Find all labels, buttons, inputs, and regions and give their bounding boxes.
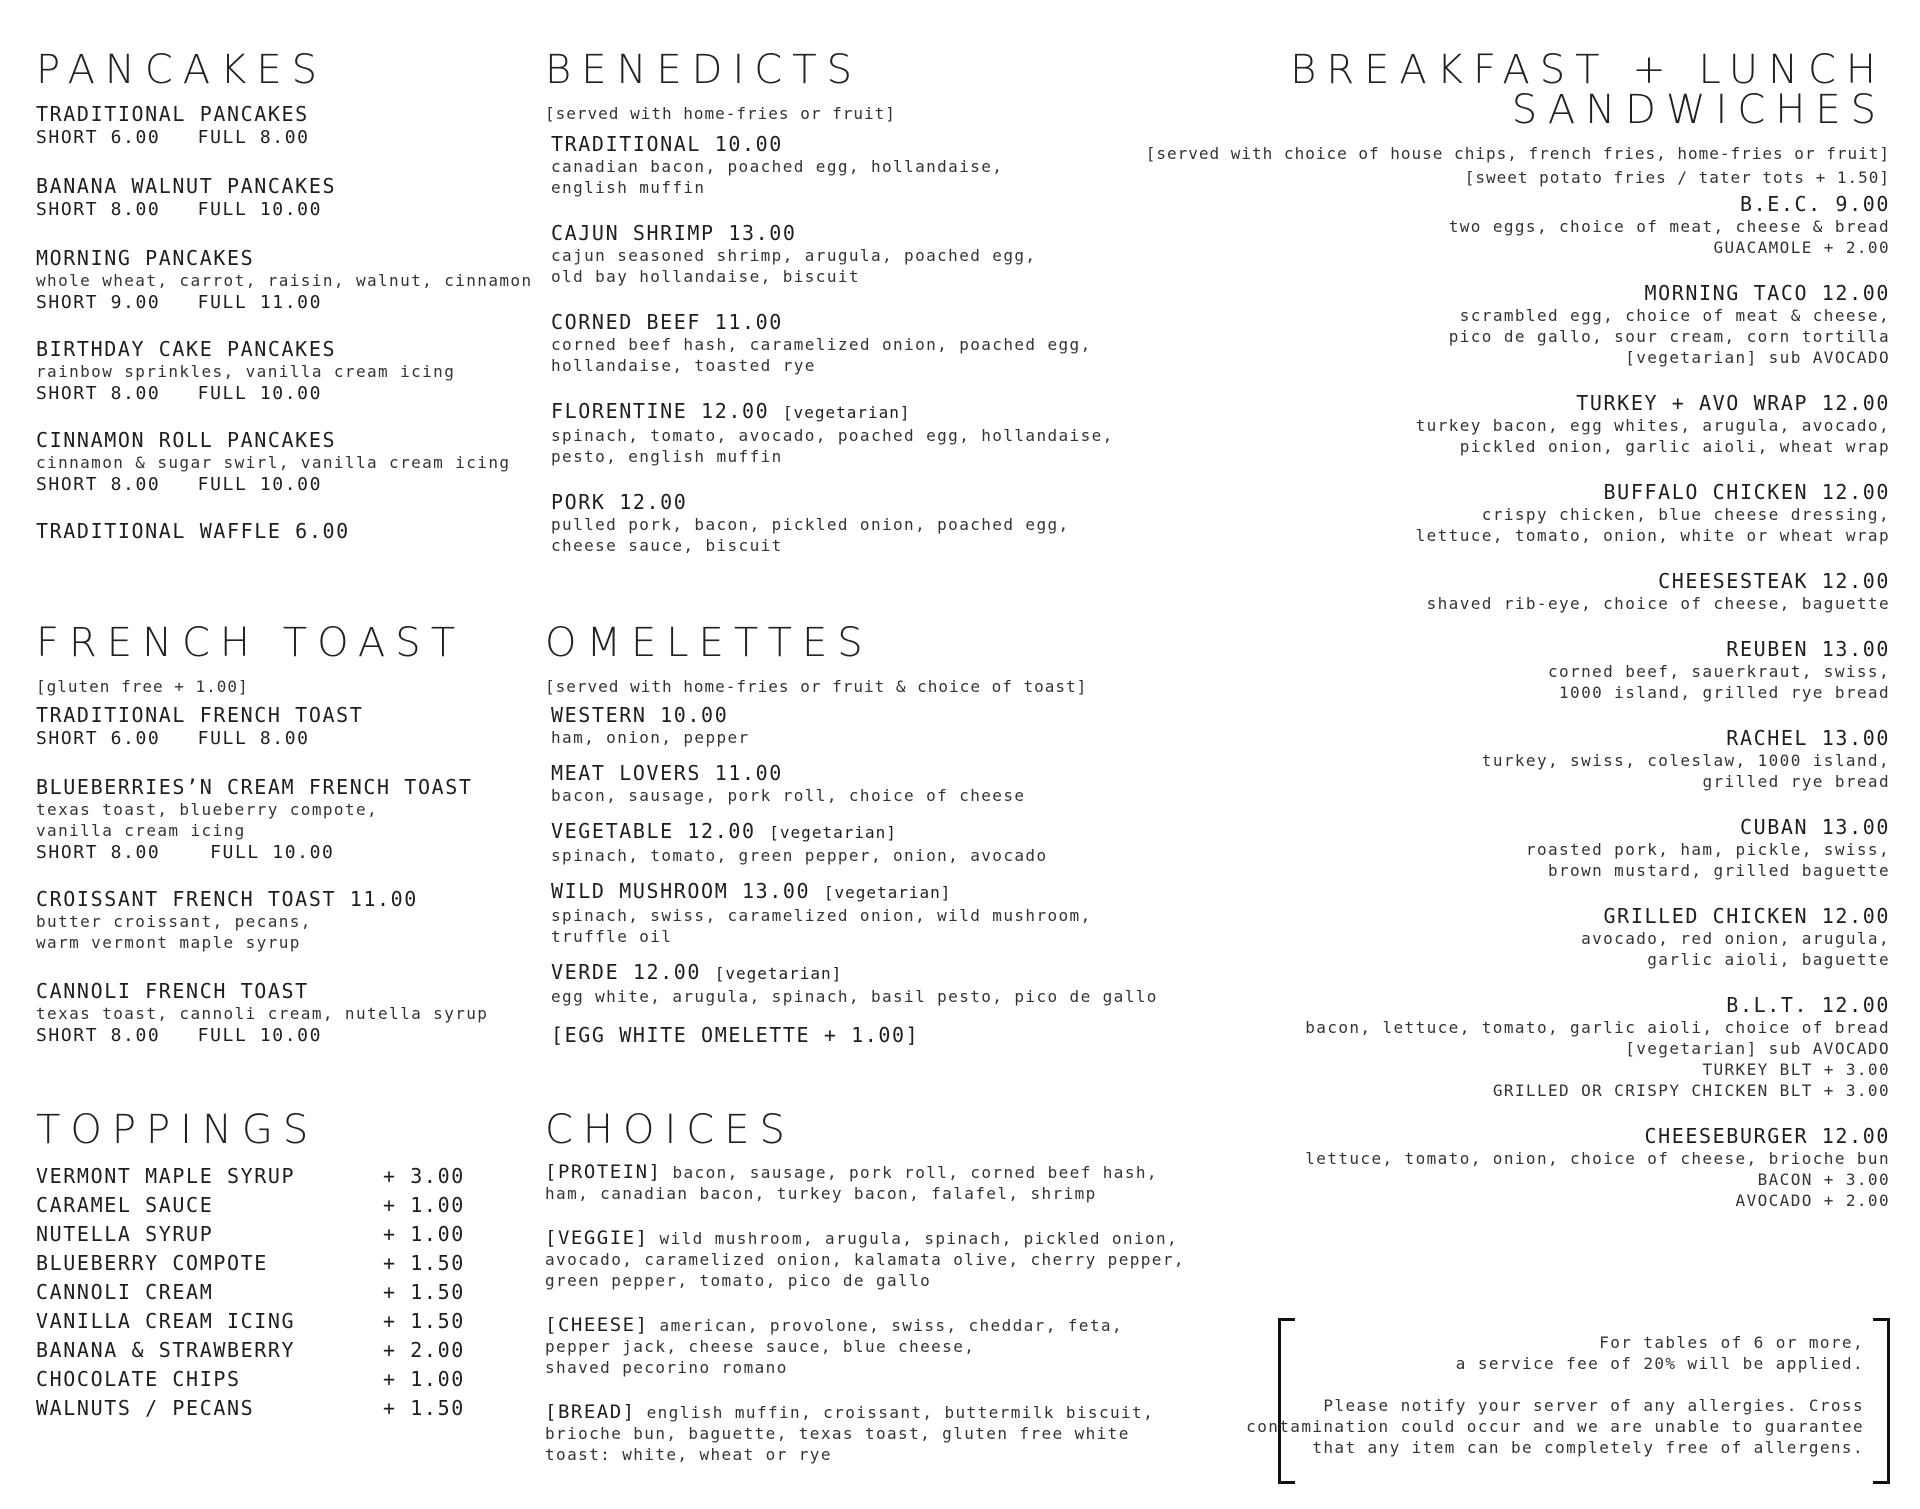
menu-item	[990, 1124, 1890, 1211]
item-description: spinach, tomato, green pepper, onion, avocado	[551, 846, 1048, 865]
topping-price: + 2.00	[383, 1338, 465, 1362]
section-note: [served with home-fries or fruit & choice of toast]	[545, 677, 1088, 696]
topping-row	[36, 1162, 516, 1191]
menu-item	[990, 637, 1890, 703]
choice-first-line: wild mushroom, arugula, spinach, pickled onion,	[648, 1229, 1179, 1248]
choice-first-line: english muffin, croissant, buttermilk biscuit,	[635, 1403, 1155, 1422]
item-name: CORNED BEEF 11.00	[551, 310, 783, 334]
choice-key: [CHEESE]	[545, 1314, 649, 1336]
item-prices: SHORT 8.00 FULL 10.00	[36, 474, 323, 495]
item-name: PORK 12.00	[551, 490, 688, 514]
menu-item	[990, 726, 1890, 792]
item-description: lettuce, tomato, onion, choice of cheese, brioche bun BACON + 3.00 AVOCADO + 2.00	[1305, 1149, 1890, 1210]
vegetarian-tag: [vegetarian]	[782, 403, 911, 422]
topping-row	[36, 1191, 516, 1220]
item-prices: SHORT 9.00 FULL 11.00	[36, 292, 323, 313]
vegetarian-tag: [vegetarian]	[823, 883, 952, 902]
item-description: ham, onion, pepper	[551, 728, 750, 747]
topping-price: + 3.00	[383, 1164, 465, 1188]
item-description: corned beef, sauerkraut, swiss, 1000 island, grilled rye bread	[1547, 662, 1890, 702]
section-title: OMELETTES	[545, 620, 873, 666]
item-description: two eggs, choice of meat, cheese & bread GUACAMOLE + 2.00	[1448, 217, 1890, 257]
item-name: MORNING PANCAKES	[36, 246, 255, 270]
menu-item	[36, 519, 516, 543]
topping-row	[36, 1249, 516, 1278]
choice-first-line: american, provolone, swiss, cheddar, feta,	[648, 1316, 1123, 1335]
section-title-line2: SANDWICHES	[1511, 87, 1886, 133]
toppings-section	[36, 1107, 516, 1423]
item-name: WESTERN 10.00	[551, 703, 729, 727]
item-description: shaved rib-eye, choice of cheese, baguette	[1426, 594, 1890, 613]
section-note: [sweet potato fries / tater tots + 1.50]	[1464, 168, 1890, 187]
item-prices: SHORT 8.00 FULL 10.00	[36, 199, 323, 220]
item-prices: SHORT 8.00 FULL 10.00	[36, 842, 335, 863]
section-note: [served with choice of house chips, french fries, home-fries or fruit]	[1145, 144, 1890, 163]
topping-price: + 1.00	[383, 1193, 465, 1217]
item-description: avocado, red onion, arugula, garlic aioli, baguette	[1581, 929, 1890, 969]
topping-name: NUTELLA SYRUP	[36, 1222, 214, 1246]
choice-rest: pepper jack, cheese sauce, blue cheese, shaved pecorino romano	[545, 1337, 976, 1377]
topping-name: CHOCOLATE CHIPS	[36, 1367, 241, 1391]
item-description: butter croissant, pecans, warm vermont maple syrup	[36, 912, 312, 952]
item-name: CAJUN SHRIMP 13.00	[551, 221, 797, 245]
choice-rest: ham, canadian bacon, turkey bacon, falafel, shrimp	[545, 1184, 1097, 1203]
item-description: scrambled egg, choice of meat & cheese, pico de gallo, sour cream, corn tortilla [vegetarian] sub AVOCADO	[1448, 306, 1890, 367]
item-description: corned beef hash, caramelized onion, poached egg, hollandaise, toasted rye	[551, 335, 1092, 375]
item-name: B.L.T. 12.00	[1726, 993, 1890, 1017]
menu-item	[990, 993, 1890, 1101]
right-bracket	[1873, 1318, 1890, 1484]
choice-first-line: bacon, sausage, pork roll, corned beef hash,	[661, 1163, 1158, 1182]
item-name: BUFFALO CHICKEN 12.00	[1603, 480, 1890, 504]
item-prices: SHORT 8.00 FULL 10.00	[36, 1025, 323, 1046]
topping-name: BANANA & STRAWBERRY	[36, 1338, 296, 1362]
item-name: CHEESEBURGER 12.00	[1644, 1124, 1890, 1148]
topping-name: CARAMEL SAUCE	[36, 1193, 214, 1217]
item-name: CINNAMON ROLL PANCAKES	[36, 428, 337, 452]
item-prices: SHORT 8.00 FULL 10.00	[36, 383, 323, 404]
item-name: TRADITIONAL FRENCH TOAST	[36, 703, 364, 727]
topping-row	[36, 1278, 516, 1307]
section-note: [served with home-fries or fruit]	[545, 104, 896, 123]
menu-item	[36, 703, 516, 751]
item-name: BIRTHDAY CAKE PANCAKES	[36, 337, 337, 361]
item-name: TRADITIONAL 10.00	[551, 132, 783, 156]
item-description: rainbow sprinkles, vanilla cream icing	[36, 362, 456, 381]
menu-item	[36, 775, 516, 865]
item-name: MEAT LOVERS 11.00	[551, 761, 783, 785]
topping-name: WALNUTS / PECANS	[36, 1396, 255, 1420]
topping-price: + 1.50	[383, 1280, 465, 1304]
vegetarian-tag: [vegetarian]	[714, 964, 843, 983]
topping-price: + 1.50	[383, 1396, 465, 1420]
notice-text: For tables of 6 or more, a service fee of 20% will be applied. Please notify your server of any allergies. Cross contamination could occur and we are unable to guarantee that any item can be completely free of allergens.	[1246, 1333, 1864, 1457]
item-description: spinach, swiss, caramelized onion, wild mushroom, truffle oil	[551, 906, 1092, 946]
notice-box	[1246, 1318, 1890, 1478]
item-name: CHEESESTEAK 12.00	[1658, 569, 1890, 593]
section-title: TOPPINGS	[36, 1107, 319, 1153]
topping-price: + 1.00	[383, 1367, 465, 1391]
choice-rest: brioche bun, baguette, texas toast, gluten free white toast: white, wheat or rye	[545, 1424, 1130, 1464]
item-name: TRADITIONAL PANCAKES	[36, 102, 309, 126]
choice-group	[545, 1402, 1165, 1465]
item-name: TURKEY + AVO WRAP 12.00	[1576, 391, 1890, 415]
menu-item	[990, 192, 1890, 258]
section-title: PANCAKES	[36, 47, 328, 93]
item-description: roasted pork, ham, pickle, swiss, brown mustard, grilled baguette	[1525, 840, 1890, 880]
item-name-text: VERDE 12.00	[551, 960, 702, 984]
menu-item	[36, 246, 533, 315]
choice-group	[545, 1315, 1165, 1378]
item-description: cajun seasoned shrimp, arugula, poached egg, old bay hollandaise, biscuit	[551, 246, 1037, 286]
item-description: bacon, sausage, pork roll, choice of cheese	[551, 786, 1026, 805]
french-toast-section	[36, 620, 516, 1048]
section-title: FRENCH TOAST	[36, 620, 466, 666]
item-name: GRILLED CHICKEN 12.00	[1603, 904, 1890, 928]
item-name: TRADITIONAL WAFFLE 6.00	[36, 519, 350, 543]
item-description: turkey, swiss, coleslaw, 1000 island, grilled rye bread	[1481, 751, 1890, 791]
topping-row	[36, 1365, 516, 1394]
choice-key: [BREAD]	[545, 1401, 636, 1423]
item-name-text: WILD MUSHROOM 13.00	[551, 879, 811, 903]
item-name: CUBAN 13.00	[1739, 815, 1890, 839]
topping-price: + 1.00	[383, 1222, 465, 1246]
item-name: BLUEBERRIES’N CREAM FRENCH TOAST	[36, 775, 473, 799]
item-description: canadian bacon, poached egg, hollandaise, english muffin	[551, 157, 1004, 197]
topping-row	[36, 1307, 516, 1336]
menu-item	[36, 887, 516, 953]
item-name: CANNOLI FRENCH TOAST	[36, 979, 309, 1003]
section-note: [gluten free + 1.00]	[36, 677, 249, 696]
topping-price: + 1.50	[383, 1309, 465, 1333]
item-description: bacon, lettuce, tomato, garlic aioli, choice of bread [vegetarian] sub AVOCADO TURKEY BLT + 3.00 GRILLED OR CRISPY CHICKEN BLT + 3.00	[1305, 1018, 1890, 1100]
choice-key: [PROTEIN]	[545, 1161, 662, 1183]
item-name-text: VEGETABLE 12.00	[551, 819, 756, 843]
menu-item	[36, 428, 516, 497]
section-title: CHOICES	[545, 1107, 795, 1153]
choice-rest: avocado, caramelized onion, kalamata olive, cherry pepper, green pepper, tomato, pico de gallo	[545, 1250, 1185, 1290]
menu-item	[36, 979, 516, 1048]
menu-item	[36, 174, 516, 222]
item-prices: SHORT 6.00 FULL 8.00	[36, 728, 310, 749]
topping-name: VERMONT MAPLE SYRUP	[36, 1164, 296, 1188]
topping-row	[36, 1336, 516, 1365]
item-name: CROISSANT FRENCH TOAST 11.00	[36, 887, 418, 911]
item-description: egg white, arugula, spinach, basil pesto, pico de gallo	[551, 987, 1158, 1006]
item-name: REUBEN 13.00	[1726, 637, 1890, 661]
pancakes-section	[36, 47, 533, 543]
sandwiches-section	[990, 47, 1890, 1211]
menu-item	[990, 391, 1890, 457]
menu-item	[36, 337, 516, 406]
item-name: MORNING TACO 12.00	[1644, 281, 1890, 305]
topping-name: BLUEBERRY COMPOTE	[36, 1251, 268, 1275]
menu-item	[36, 102, 516, 150]
item-description: turkey bacon, egg whites, arugula, avocado, pickled onion, garlic aioli, wheat wrap	[1415, 416, 1890, 456]
vegetarian-tag: [vegetarian]	[769, 823, 897, 842]
section-title: BENEDICTS	[545, 47, 863, 93]
menu-item	[990, 569, 1890, 614]
item-prices: SHORT 6.00 FULL 8.00	[36, 127, 310, 148]
item-name: RACHEL 13.00	[1726, 726, 1890, 750]
menu-item	[990, 904, 1890, 970]
item-description: crispy chicken, blue cheese dressing, lettuce, tomato, onion, white or wheat wrap	[1415, 505, 1890, 545]
item-description: texas toast, blueberry compote, vanilla cream icing	[36, 800, 379, 840]
item-description: cinnamon & sugar swirl, vanilla cream icing	[36, 453, 511, 472]
item-name-text: FLORENTINE 12.00	[551, 399, 770, 423]
menu-item	[990, 281, 1890, 368]
topping-name: CANNOLI CREAM	[36, 1280, 214, 1304]
item-description: whole wheat, carrot, raisin, walnut, cinnamon	[36, 271, 533, 290]
menu-item	[990, 815, 1890, 881]
item-description: spinach, tomato, avocado, poached egg, hollandaise, pesto, english muffin	[551, 426, 1114, 466]
topping-price: + 1.50	[383, 1251, 465, 1275]
item-name: BANANA WALNUT PANCAKES	[36, 174, 337, 198]
topping-row	[36, 1394, 516, 1423]
menu-item	[990, 480, 1890, 546]
section-title-line1: BREAKFAST + LUNCH	[1290, 47, 1886, 93]
item-description: texas toast, cannoli cream, nutella syrup	[36, 1004, 489, 1023]
egg-white-option: [EGG WHITE OMELETTE + 1.00]	[551, 1023, 920, 1047]
item-name: B.E.C. 9.00	[1739, 192, 1890, 216]
choice-key: [VEGGIE]	[545, 1227, 649, 1249]
item-description: pulled pork, bacon, pickled onion, poached egg, cheese sauce, biscuit	[551, 515, 1070, 555]
topping-name: VANILLA CREAM ICING	[36, 1309, 296, 1333]
topping-row	[36, 1220, 516, 1249]
choice-group	[545, 1227, 1185, 1291]
